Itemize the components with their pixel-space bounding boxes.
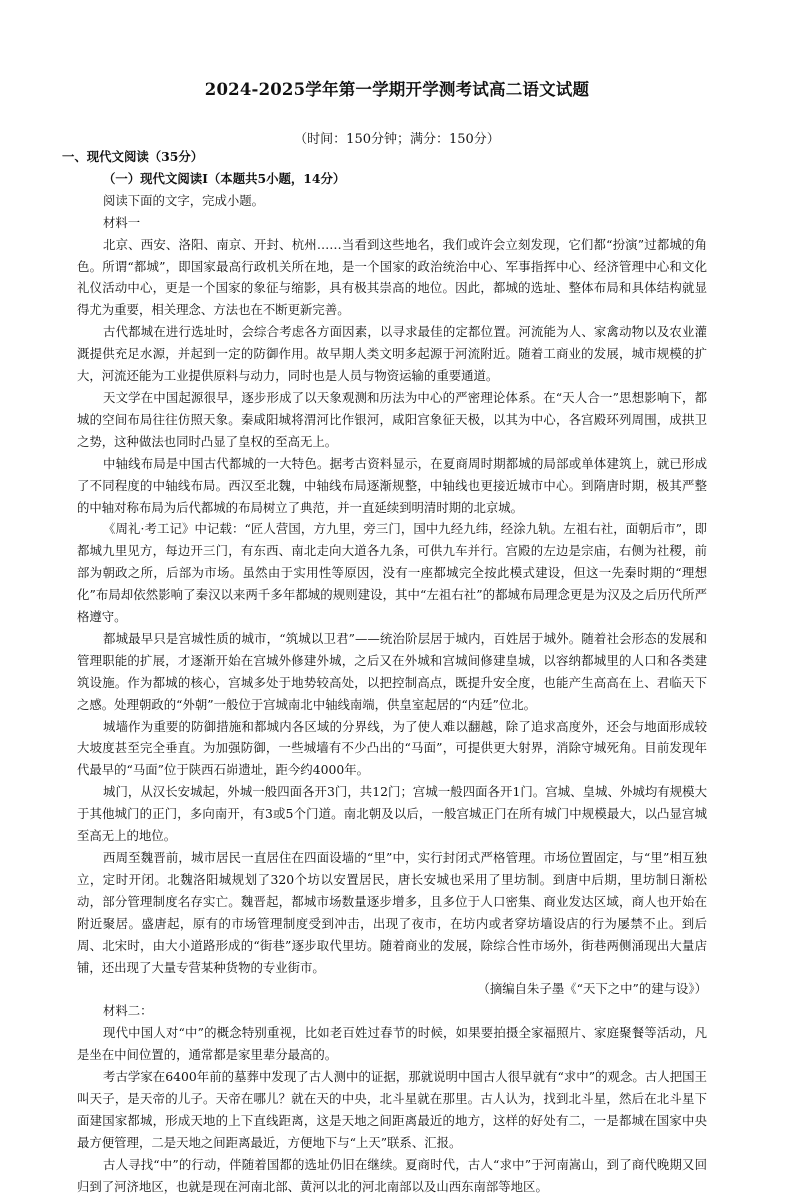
material-2-paragraph: 现代中国人对“中”的概念特别重视，比如老百姓过春节的时候，如果要拍摄全家福照片、家庭聚餐等活动，凡是坐在中间位置的，通常都是家里辈分最高的。 [77, 1025, 707, 1063]
material-2-paragraph: 古人寻找“中”的行动，伴随着国都的选址仍旧在继续。夏商时代，古人“求中”于河南嵩山，到了商代晚期又回归到了河济地区，也就是现在河南北部、黄河以北的河北南部以及山西东南部等地区。 [77, 1156, 707, 1194]
material-1-paragraph: 中轴线布局是中国古代都城的一大特色。据考古资料显示，在夏商周时期都城的局部或单体建筑上，就已形成了不同程度的中轴线布局。西汉至北魏，中轴线布局逐渐规整，中轴线也更接近城市中心。到隋唐时期，极其严整的中轴对称布局为后代都城的布局树立了典范，并一直延续到明清时期的北京城。 [77, 455, 707, 515]
material-2-paragraph: 考古学家在6400年前的墓葬中发现了古人测中的证据，那就说明中国古人很早就有“求中”的观念。古人把国王叫天子，是天帝的儿子。天帝在哪儿？就在天的中央，北斗星就在那里。古人认为，找到北斗星，然后在北斗星下面建国家都城，形成天地的上下直线距离，这是天地之间距离最近的地方，这样的好处有二，一是都城在国家中央最方便管理，二是天地之间距离最近，方便地下与“上天”联系、汇报。 [77, 1069, 707, 1150]
material-1-paragraph: 北京、西安、洛阳、南京、开封、杭州……当看到这些地名，我们或许会立刻发现，它们都“扮演”过都城的角色。所谓“都城”，即国家最高行政机关所在地，是一个国家的政治统治中心、军事指挥中心、经济管理中心和文化礼仪活动中心，更是一个国家的象征与缩影，具有极其崇高的地位。因此，都城的选址、整体布局和具体结构就显得尤为重要，相关理念、方法也在不断更新完善。 [77, 236, 707, 318]
exam-title: 2024-2025学年第一学期开学测考试高二语文试题 [204, 80, 590, 99]
material-1-paragraph: 古代都城在进行选址时，会综合考虑各方面因素，以寻求最佳的定都位置。河流能为人、家禽动物以及农业灌溉提供充足水源，并起到一定的防御作用。故早期人类文明多起源于河流附近。随着工商业的发展，城市规模的扩大，河流还能为工业提供原料与动力，同时也是人员与物资运输的重要通道。 [77, 324, 707, 384]
material-1-paragraph: 城门，从汉长安城起，外城一般四面各开3门，共12门；宫城一般四面各开1门。宫城、皇城、外城均有规模大于其他城门的正门，多向南开，有3或5个门道。南北朝及以后，一般宫城正门在所有城门中规模最大，以凸显宫城至高无上的地位。 [77, 784, 707, 844]
material-2-label: 材料二： [103, 1003, 153, 1019]
material-1-paragraph: 城墙作为重要的防御措施和都城内各区域的分界线，为了使人难以翻越，除了追求高度外，还会与地面形成较大坡度甚至完全垂直。为加强防御，一些城墙有不少凸出的“马面”，可提供更大射界，消除守城死角。目前发现年代最早的“马面”位于陕西石峁遗址，距今约4000年。 [77, 718, 707, 778]
material-1-paragraph: 《周礼·考工记》中记载：“匠人营国，方九里，旁三门，国中九经九纬，经涂九轨。左祖右社，面朝后市”，即都城九里见方，每边开三门，有东西、南北走向大道各九条，可供九车并行。宫殿的左边是宗庙，右侧为社稷，前部为朝政之所，后部为市场。虽然由于实用性等原因，没有一座都城完全按此模式建设，但这一先秦时期的“理想化”布局却依然影响了秦汉以来两千多年都城的规则建设，其中“左祖右社”的都城布局理念更是为汉及之后历代所严格遵守。 [77, 521, 707, 625]
material-1-source: （摘编自朱子墨《“天下之中”的建与设》） [477, 981, 707, 997]
instruction-text: 阅读下面的文字，完成小题。 [103, 192, 265, 208]
material-1-paragraph: 都城最早只是宫城性质的城市，“筑城以卫君”——统治阶层居于城内，百姓居于城外。随着社会形态的发展和管理职能的扩展，才逐渐开始在宫城外修建外城，之后又在外城和宫城间修建皇城，以容纳都城里的人口和各类建筑设施。作为都城的核心，宫城多处于地势较高处，以把控制高点，既提升安全度，也能产生高高在上、君临天下之感。处理朝政的“外朝”一般位于宫城南北中轴线南端，供皇室起居的“内廷”位北。 [77, 630, 707, 712]
exam-meta: （时间：150分钟；满分：150分） [294, 132, 500, 147]
exam-body [62, 146, 707, 1198]
material-1-paragraph: 天文学在中国起源很早，逐步形成了以天象观测和历法为中心的严密理论体系。在“天人合一”思想影响下，都城的空间布局往往仿照天象。秦咸阳城将渭河比作银河，咸阳宫象征天极，以其为中心，各宫殿环列周围，成拱卫之势，这种做法也同时凸显了皇权的至高无上。 [77, 389, 707, 449]
material-1-label: 材料一 [103, 214, 141, 230]
section-heading: 一、现代文阅读（35分） [62, 149, 204, 164]
subsection-heading: （一）现代文阅读Ⅰ（本题共5小题，14分） [103, 170, 346, 186]
material-1-paragraph: 西周至魏晋前，城市居民一直居住在四面设墙的“里”中，实行封闭式严格管理。市场位置固定，与“里”相互独立，定时开闭。北魏洛阳城规划了320个坊以安置居民，唐长安城也采用了里坊制。到唐中后期，里坊制日渐松动，部分管理制度名存实亡。魏晋起，都城市场数量逐步增多，且多位于人口密集、商业发达区域，商人也开始在附近聚居。盛唐起，原有的市场管理制度受到冲击，出现了夜市，在坊内或者穿坊墙设店的行为屡禁不止。到后周、北宋时，由大小道路形成的“街巷”逐步取代里坊。随着商业的发展，除综合性市场外，街巷两侧涌现出大量店铺，还出现了大量专营某种货物的专业街市。 [77, 850, 707, 975]
